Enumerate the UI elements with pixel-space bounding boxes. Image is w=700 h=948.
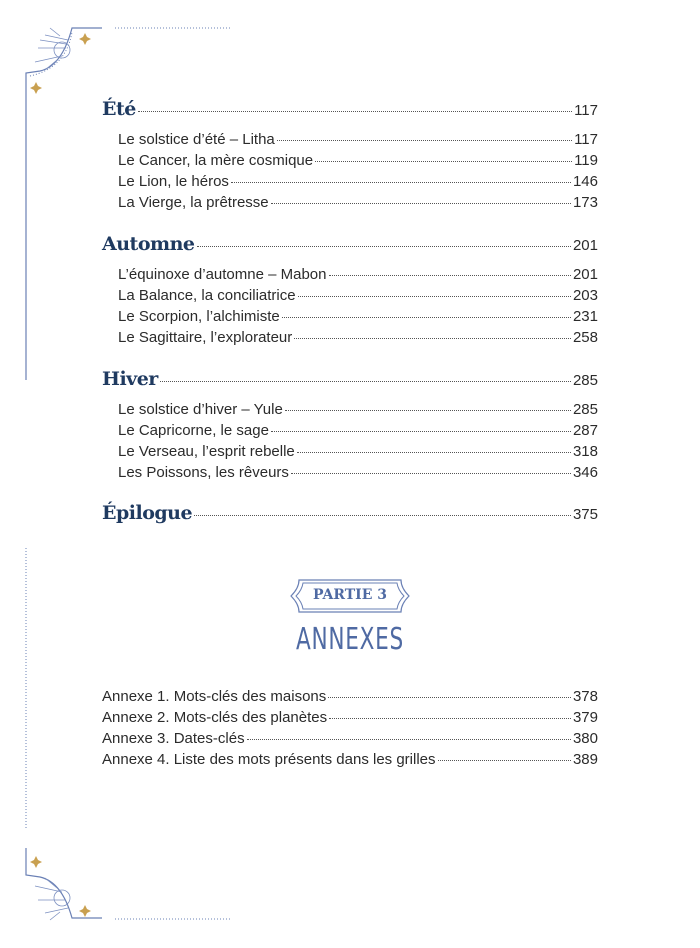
toc-label: Le Lion, le héros	[118, 173, 229, 190]
dot-leader	[438, 760, 571, 761]
toc-entry[interactable]	[118, 308, 598, 325]
toc-page-number: 231	[572, 308, 598, 325]
dot-leader	[297, 452, 571, 453]
toc-label: Le solstice d’hiver – Yule	[118, 401, 283, 418]
toc-entry[interactable]	[118, 131, 598, 148]
toc-section-heading[interactable]	[102, 233, 598, 255]
toc-label: Annexe 3. Dates-clés	[102, 730, 245, 747]
toc-label: La Balance, la conciliatrice	[118, 287, 296, 304]
dot-leader	[271, 431, 571, 432]
toc-label: Été	[102, 98, 136, 120]
toc-page-number: 389	[572, 751, 598, 768]
part-title: ANNEXES	[296, 622, 404, 657]
toc-label: Annexe 1. Mots-clés des maisons	[102, 688, 327, 705]
dot-leader	[285, 410, 571, 411]
toc-page-number: 285	[572, 372, 598, 389]
toc-entry[interactable]	[118, 287, 598, 304]
toc-entry[interactable]	[118, 464, 598, 481]
toc-annex-entry[interactable]	[102, 730, 598, 747]
toc-label: Automne	[102, 233, 195, 255]
dot-leader	[231, 182, 571, 183]
toc-label: Le Cancer, la mère cosmique	[118, 152, 314, 169]
dot-leader	[160, 381, 571, 382]
toc-label: Le Scorpion, l’alchimiste	[118, 308, 280, 325]
toc-label: Le solstice d’été – Litha	[118, 131, 275, 148]
toc-label: Le Capricorne, le sage	[118, 422, 269, 439]
dot-leader	[197, 246, 571, 247]
toc-label: Annexe 4. Liste des mots présents dans les grilles	[102, 751, 436, 768]
toc-page-number: 346	[572, 464, 598, 481]
toc-page-number: 119	[574, 152, 598, 169]
toc-label: Les Poissons, les rêveurs	[118, 464, 289, 481]
toc-entry[interactable]	[118, 401, 598, 418]
toc-entry[interactable]	[118, 266, 598, 283]
dot-leader	[247, 739, 571, 740]
toc-page-number: 375	[572, 506, 598, 523]
toc-page-number: 318	[572, 443, 598, 460]
toc-entry[interactable]	[118, 152, 598, 169]
toc-page-number: 201	[572, 237, 598, 254]
dot-leader	[298, 296, 571, 297]
toc-page-number: 378	[572, 688, 598, 705]
toc-page-number: 287	[572, 422, 598, 439]
corner-ornament-bottom	[0, 548, 240, 948]
toc-entry[interactable]	[118, 443, 598, 460]
toc-page-number: 201	[572, 266, 598, 283]
toc-page-number: 203	[572, 287, 598, 304]
toc-page-number: 380	[572, 730, 598, 747]
toc-section-heading[interactable]	[102, 502, 598, 524]
toc-label: Hiver	[102, 368, 158, 390]
toc-section-heading[interactable]	[102, 98, 598, 120]
toc-annex-entry[interactable]	[102, 688, 598, 705]
toc-annex-entry[interactable]	[102, 709, 598, 726]
dot-leader	[315, 161, 572, 162]
toc-label: Le Verseau, l’esprit rebelle	[118, 443, 295, 460]
toc-entry[interactable]	[118, 173, 598, 190]
dot-leader	[329, 718, 571, 719]
toc-label: La Vierge, la prêtresse	[118, 194, 269, 211]
toc-page-number: 117	[574, 131, 598, 148]
dot-leader	[194, 515, 571, 516]
toc-entry[interactable]	[118, 329, 598, 346]
dot-leader	[138, 111, 572, 112]
dot-leader	[271, 203, 571, 204]
dot-leader	[328, 697, 571, 698]
dot-leader	[282, 317, 571, 318]
toc-entry[interactable]	[118, 422, 598, 439]
dot-leader	[329, 275, 571, 276]
toc-label: Annexe 2. Mots-clés des planètes	[102, 709, 328, 726]
dot-leader	[294, 338, 571, 339]
toc-section-heading[interactable]	[102, 368, 598, 390]
toc-page-number: 258	[572, 329, 598, 346]
toc-label: Épilogue	[102, 502, 193, 524]
toc-label: L’équinoxe d’automne – Mabon	[118, 266, 327, 283]
toc-page-number: 146	[572, 173, 598, 190]
toc-entry[interactable]	[118, 194, 598, 211]
toc-annex-entry[interactable]	[102, 751, 598, 768]
toc-page-number: 173	[572, 194, 598, 211]
dot-leader	[291, 473, 571, 474]
toc-page-number: 285	[572, 401, 598, 418]
part-badge: PARTIE 3	[312, 587, 387, 603]
dot-leader	[277, 140, 572, 141]
toc-page-number: 117	[574, 102, 598, 119]
toc-label: Le Sagittaire, l’explorateur	[118, 329, 293, 346]
toc-page-number: 379	[572, 709, 598, 726]
